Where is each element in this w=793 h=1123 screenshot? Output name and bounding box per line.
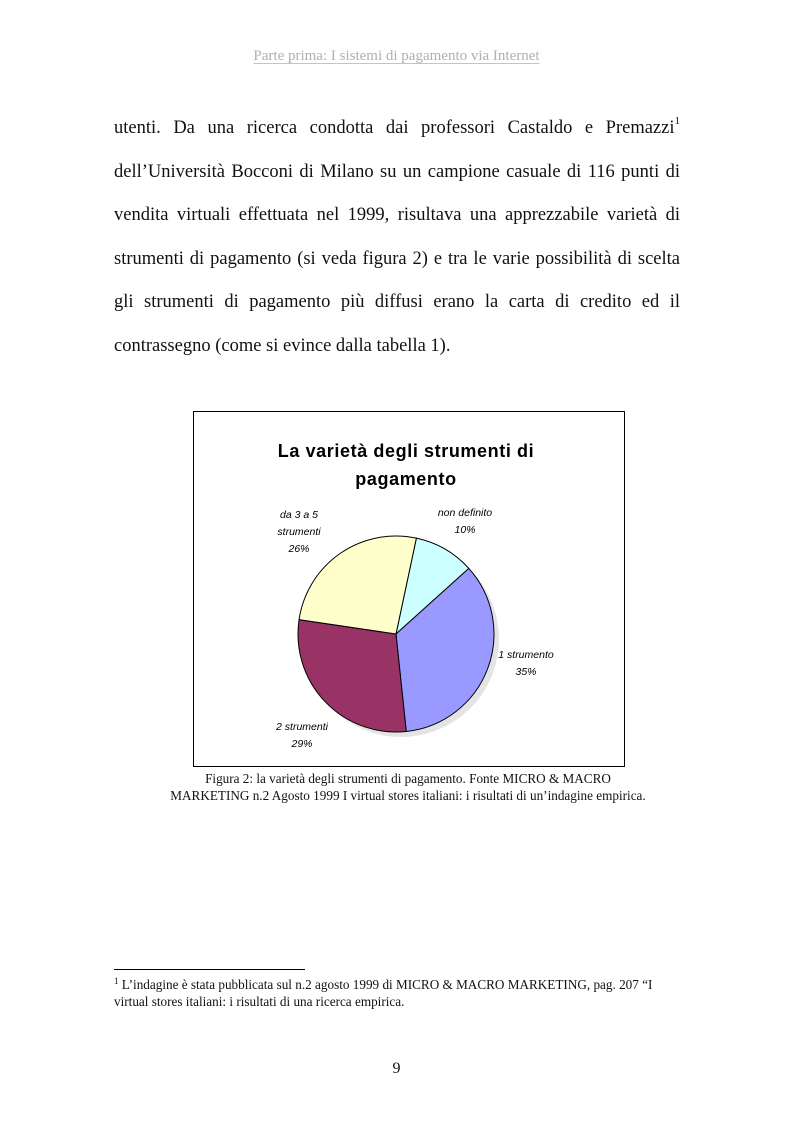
page-number: 9: [392, 1060, 401, 1077]
pie-slice-label: 2 strumenti: [276, 721, 328, 733]
pie-slice-label: non definito: [437, 507, 493, 519]
body-line: dell’Università Bocconi di Milano su un campione casuale di 116 punti di: [114, 161, 680, 182]
running-header: Parte prima: I sistemi di pagamento via Internet: [253, 48, 540, 64]
pie-slice-label: da 3 a 5: [280, 509, 318, 521]
pie-slice-label: 1 strumento: [498, 649, 554, 661]
caption-line: Figura 2: la varietà degli strumenti di pagamento. Fonte MICRO & MACRO: [205, 771, 611, 786]
footnote-reference: 1: [674, 115, 680, 127]
footnote-line: [114, 976, 680, 993]
body-line-text: utenti. Da una ricerca condotta dai professori Castaldo e Premazzi: [114, 118, 675, 138]
pie-slice-label: strumenti: [277, 526, 321, 538]
pie-chart-figure: [193, 411, 625, 767]
pie-slice: [299, 536, 416, 634]
body-line: contrassegno (come si evince dalla tabella 1).: [114, 335, 451, 356]
caption-line: MARKETING n.2 Agosto 1999 I virtual stores italiani: i risultati di un’indagine empirica.: [170, 787, 646, 803]
chart-title-line-1: La varietà degli strumenti di: [277, 441, 535, 461]
body-line: [114, 107, 680, 151]
pie-slice: [298, 620, 406, 732]
footnote-line-text: L’indagine è stata pubblicata sul n.2 agosto 1999 di MICRO & MACRO MARKETING, pag. 207 “I: [118, 977, 653, 992]
pie-slice-percent-label: 35%: [515, 666, 537, 678]
pie-slice-percent-label: 29%: [291, 738, 313, 750]
pie-slices: [298, 536, 499, 737]
footnote: [114, 976, 680, 1010]
pie-slice-percent-label: 10%: [454, 524, 476, 536]
footnote-number: 1: [114, 976, 119, 986]
body-line: gli strumenti di pagamento più diffusi erano la carta di credito ed il: [114, 292, 680, 313]
chart-title-line-2: pagamento: [355, 469, 457, 489]
pie-chart: [194, 412, 624, 766]
footnote-line: virtual stores italiani: i risultati di una ricerca empirica.: [114, 994, 405, 1009]
body-line: strumenti di pagamento (si veda figura 2) e tra le varie possibilità di scelta: [114, 248, 680, 269]
footnote-divider: [114, 969, 305, 970]
pie-slice-percent-label: 26%: [288, 543, 310, 555]
body-line: vendita virtuali effettuata nel 1999, risultava una apprezzabile varietà di: [114, 205, 680, 226]
figure-caption: [120, 771, 696, 804]
body-paragraph: [114, 107, 680, 369]
